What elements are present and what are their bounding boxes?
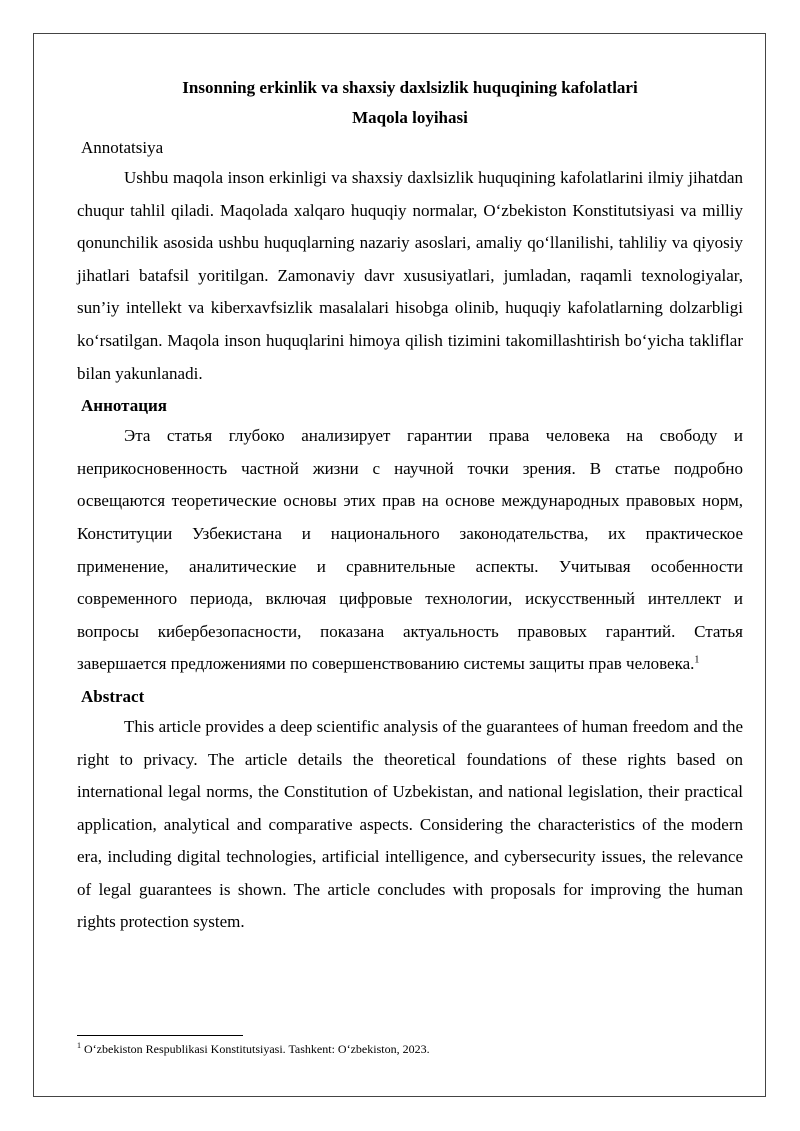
- footnote-number: 1: [77, 1041, 81, 1050]
- section-heading-ru: Аннотация: [81, 396, 167, 416]
- footnote: [77, 1041, 743, 1057]
- section-body-en: This article provides a deep scientific analysis of the guarantees of human freedom and the right to privacy. The article details the theoretical foundations of these rights based on international legal norms, the Constitution of Uzbekistan, and national legislation, their practical application, analytical and comparative aspects. Considering the characteristics of the modern era, including digital technologies, artificial intelligence, and cybersecurity issues, the relevance of legal guarantees is shown. The article concludes with proposals for improving the human rights protection system.: [77, 716, 743, 932]
- section-heading-en: Abstract: [81, 686, 145, 706]
- document-subtitle: Maqola loyihasi: [352, 108, 468, 127]
- section-heading-uz: Annotatsiya: [81, 138, 164, 157]
- section-body-ru-text: Эта статья глубоко анализирует гарантии права человека на свободу и неприкосновенность частной жизни с научной точки зрения. В статье подробно освещаются теоретические основы этих прав на основе международных правовых норм, Конституции Узбекистана и национального законодательства, их практическое применение, аналитические и сравнительные аспекты. Учитывая особенности современного периода, включая цифровые технологии, искусственный интеллект и вопросы кибербезопасности, показана актуальность правовых гарантий. Статья завершается предложениями по совершенствованию системы защиты прав человека.: [77, 426, 743, 674]
- section-body-uz: Ushbu maqola inson erkinligi va shaxsiy daxlsizlik huquqining kafolatlarini ilmiy jihatdan chuqur tahlil qiladi. Maqolada xalqaro huquqiy normalar, O‘zbekiston Konstitutsiyasi va milliy qonunchilik asosida ushbu huquqlarning nazariy asoslari, amaliy qo‘llanilishi, tahliliy va qiyosiy jihatlari batafsil yoritilgan. Zamonaviy davr xususiyatlari, jumladan, raqamli texnologiyalar, sun’iy intellekt va kiberxavfsizlik masalalari hisobga olinib, huquqiy kafolatlarning dolzarbligi ko‘rsatilgan. Maqola inson huquqlarini himoya qilish tizimini takomillashtirish bo‘yicha takliflar bilan yakunlanadi.: [77, 168, 743, 383]
- section-body-ru: [77, 420, 743, 681]
- footnote-divider: [77, 1035, 243, 1036]
- document-title: Insonning erkinlik va shaxsiy daxlsizlik huquqining kafolatlari: [182, 78, 638, 97]
- footnote-text: O‘zbekiston Respublikasi Konstitutsiyasi. Tashkent: O‘zbekiston, 2023.: [84, 1042, 430, 1056]
- footnote-reference[interactable]: 1: [694, 654, 700, 666]
- document-body: [77, 74, 743, 939]
